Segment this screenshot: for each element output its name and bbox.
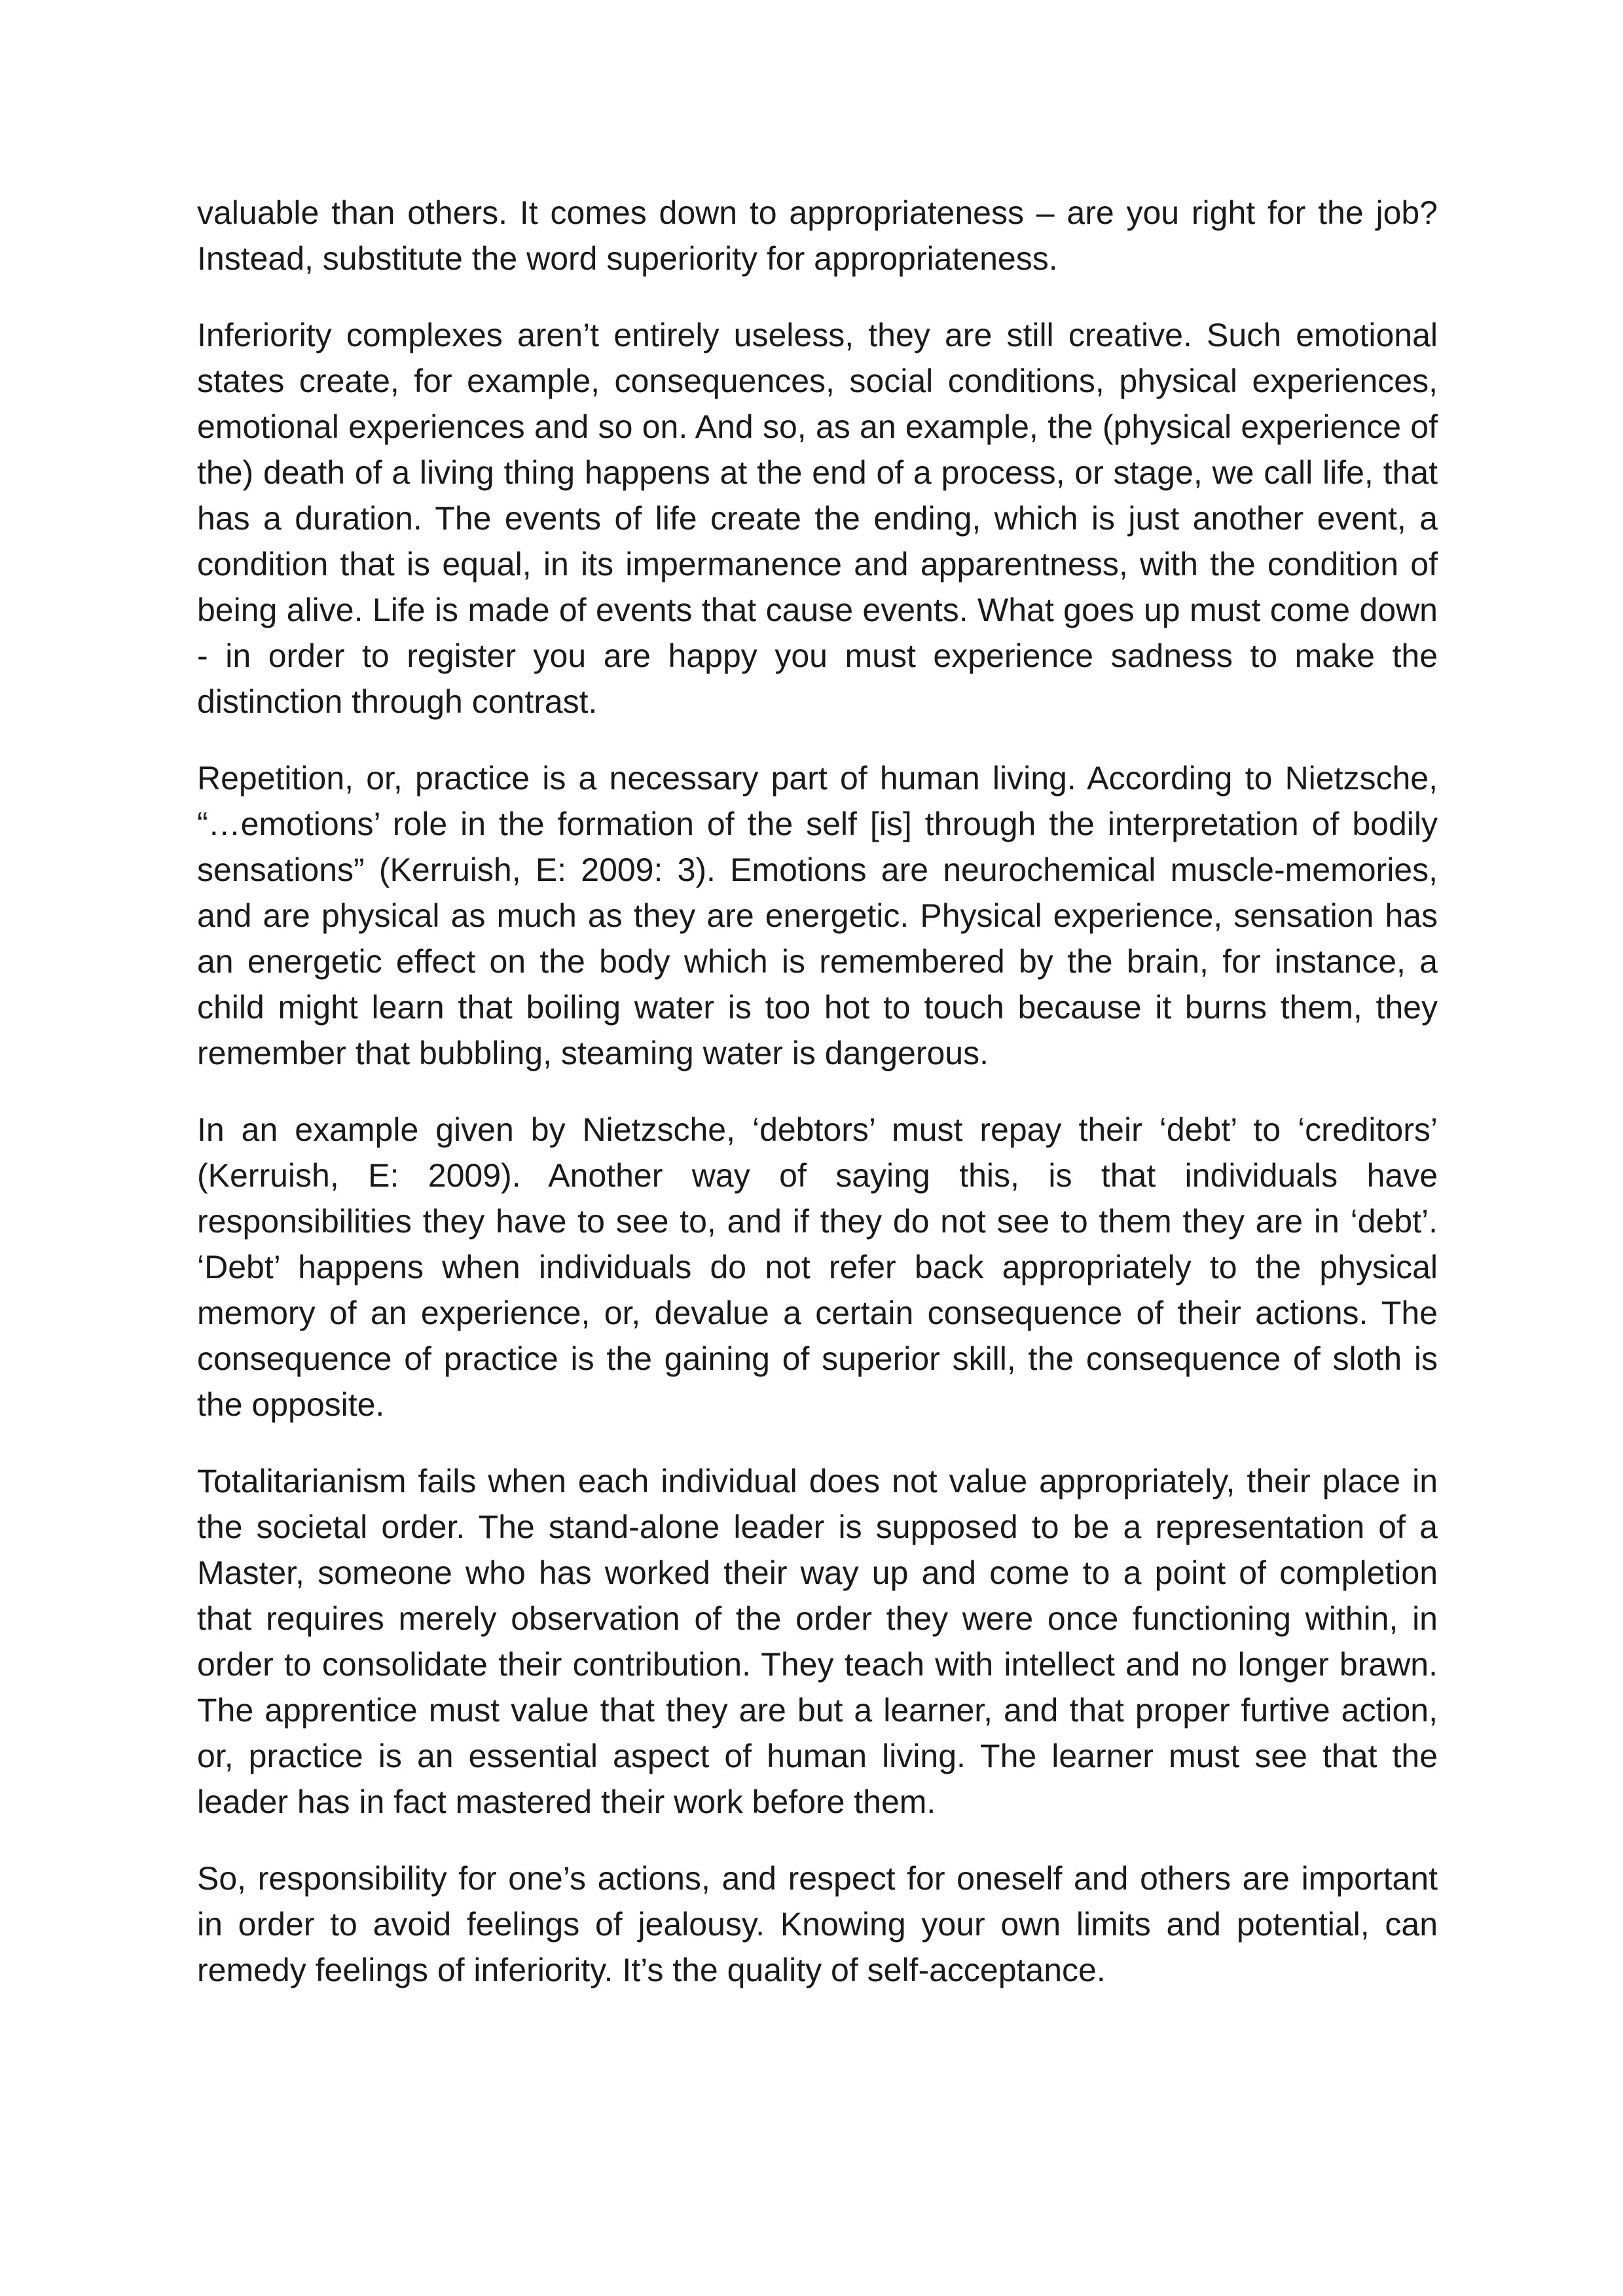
paragraph-2: Inferiority complexes aren’t entirely useless, they are still creative. Such emotional states create, for example, consequences, social conditions, physical experiences, emotional experiences and so on. And so, as an example, the (physical experience of the) death of a living thing happens at the end of a process, or stage, we call life, that has a duration. The events of life create the ending, which is just another event, a condition that is equal, in its impermanence and apparentness, with the condition of being alive. Life is made of events that cause events. What goes up must come down - in order to register you are happy you must experience sadness to make the distinction through contrast.	[197, 317, 1438, 720]
paragraph-3: Repetition, or, practice is a necessary part of human living. According to Nietzsche, “…emotions’ role in the formation of the self [is] through the interpretation of bodily sensations” (Kerruish, E: 2009: 3). Emotions are neurochemical muscle-memories, and are physical as much as they are energetic. Physical experience, sensation has an energetic effect on the body which is remembered by the brain, for instance, a child might learn that boiling water is too hot to touch because it burns them, they remember that bubbling, steaming water is dangerous.	[197, 760, 1438, 1071]
paragraph-5: Totalitarianism fails when each individual does not value appropriately, their place in the societal order. The stand-alone leader is supposed to be a representation of a Master, someone who has worked their way up and come to a point of completion that requires merely observation of the order they were once functioning within, in order to consolidate their contribution. They teach with intellect and no longer brawn. The apprentice must value that they are but a learner, and that proper furtive action, or, practice is an essential aspect of human living. The learner must see that the leader has in fact mastered their work before them.	[197, 1463, 1438, 1820]
paragraph-4: In an example given by Nietzsche, ‘debtors’ must repay their ‘debt’ to ‘creditors’ (Kerruish, E: 2009). Another way of saying this, is that individuals have responsibilities they have to see to, and if they do not see to them they are in ‘debt’. ‘Debt’ happens when individuals do not refer back appropriately to the physical memory of an experience, or, devalue a certain consequence of their actions. The consequence of practice is the gaining of superior skill, the consequence of sloth is the opposite.	[197, 1111, 1438, 1423]
paragraph-6: So, responsibility for one’s actions, and respect for oneself and others are important in order to avoid feelings of jealousy. Knowing your own limits and potential, can remedy feelings of inferiority. It’s the quality of self-acceptance.	[197, 1860, 1438, 1988]
document-body	[197, 190, 1438, 1993]
paragraph-1: valuable than others. It comes down to appropriateness – are you right for the job? Instead, substitute the word superiority for appropriateness.	[197, 194, 1438, 277]
